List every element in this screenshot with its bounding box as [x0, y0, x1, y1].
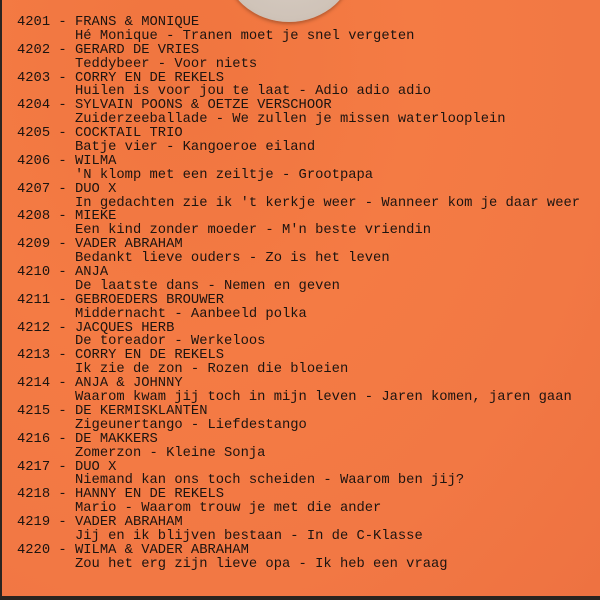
catalog-entry-titles-row [17, 474, 580, 488]
catalog-entry-artist-row [17, 433, 580, 447]
catalog-entry-titles-row [17, 419, 580, 433]
catalog-entry-titles-row [17, 141, 580, 155]
catalog-number-text: 4201 [17, 15, 51, 30]
catalog-entry-titles-row [17, 252, 580, 266]
separator: - [58, 348, 75, 364]
catalog-entry-artist-row [17, 183, 580, 197]
artist-name: JACQUES HERB [75, 320, 175, 336]
song-titles: De toreador - Werkeloos [75, 334, 266, 350]
song-titles: Batje vier - Kangoeroe eiland [75, 140, 316, 156]
separator: - [58, 153, 75, 169]
separator: - [58, 98, 75, 114]
catalog-number [17, 461, 75, 475]
catalog-number-text: 4205 [17, 126, 51, 142]
catalog-entry-artist-row [17, 294, 580, 308]
catalog-number [17, 488, 75, 502]
catalog-entry-artist-row [17, 266, 580, 280]
catalog-entry-titles-row [17, 30, 580, 44]
separator: - [58, 209, 75, 225]
artist-name: DE KERMISKLANTEN [75, 403, 208, 419]
separator: - [58, 403, 75, 419]
catalog-entry-titles-row [17, 85, 580, 99]
catalog-number [17, 377, 75, 391]
catalog-number [17, 516, 75, 530]
song-titles: Mario - Waarom trouw je met die ander [75, 501, 382, 517]
catalog-number-text: 4218 [17, 487, 51, 503]
catalog-entry-artist-row [17, 405, 580, 419]
artist-name: CORRY EN DE REKELS [75, 348, 225, 364]
catalog-list [17, 16, 580, 572]
catalog-number [17, 183, 75, 197]
catalog-number-text: 4204 [17, 98, 51, 114]
separator: - [58, 542, 75, 558]
song-titles: In gedachten zie ik 't kerkje weer - Wanneer kom je daar weer [75, 195, 581, 211]
catalog-number [17, 99, 75, 113]
catalog-number [17, 238, 75, 252]
catalog-entry-titles-row [17, 558, 580, 572]
catalog-number [17, 294, 75, 308]
catalog-number [17, 155, 75, 169]
artist-name: DE MAKKERS [75, 431, 158, 447]
separator: - [58, 376, 75, 392]
catalog-entry-titles-row [17, 280, 580, 294]
song-titles: Zomerzon - Kleine Sonja [75, 445, 266, 461]
catalog-entry-titles-row [17, 58, 580, 72]
song-titles: Middernacht - Aanbeeld polka [75, 306, 307, 322]
catalog-number-text: 4214 [17, 376, 51, 392]
catalog-number-text: 4210 [17, 265, 51, 281]
catalog-entry-titles-row [17, 363, 580, 377]
catalog-entry-titles-row [17, 224, 580, 238]
catalog-number-text: 4211 [17, 292, 51, 308]
catalog-entry-titles-row [17, 530, 580, 544]
artist-name: SYLVAIN POONS & OETZE VERSCHOOR [75, 98, 332, 114]
song-titles: Teddybeer - Voor niets [75, 56, 258, 72]
artist-name: HANNY EN DE REKELS [75, 487, 225, 503]
catalog-number [17, 433, 75, 447]
separator: - [58, 487, 75, 503]
catalog-entry-titles-row [17, 391, 580, 405]
artist-name: GEBROEDERS BROUWER [75, 292, 225, 308]
catalog-number [17, 44, 75, 58]
separator: - [58, 15, 75, 30]
song-titles: De laatste dans - Nemen en geven [75, 278, 340, 294]
catalog-entry-artist-row [17, 44, 580, 58]
song-titles: Zuiderzeeballade - We zullen je missen waterlooplein [75, 112, 506, 128]
separator: - [58, 70, 75, 86]
artist-name: ANJA [75, 265, 109, 281]
artist-name: MIEKE [75, 209, 117, 225]
song-titles: Waarom kwam jij toch in mijn leven - Jaren komen, jaren gaan [75, 390, 572, 406]
song-titles: Een kind zonder moeder - M'n beste vriendin [75, 223, 432, 239]
catalog-number-text: 4219 [17, 515, 51, 531]
catalog-number-text: 4207 [17, 181, 51, 197]
artist-name: VADER ABRAHAM [75, 237, 183, 253]
song-titles: Zigeunertango - Liefdestango [75, 417, 307, 433]
catalog-number-text: 4203 [17, 70, 51, 86]
separator: - [58, 431, 75, 447]
separator: - [58, 181, 75, 197]
catalog-number [17, 127, 75, 141]
catalog-number [17, 544, 75, 558]
catalog-number [17, 266, 75, 280]
catalog-number [17, 210, 75, 224]
catalog-entry-titles-row [17, 197, 580, 211]
catalog-entry-titles-row [17, 447, 580, 461]
separator: - [58, 320, 75, 336]
catalog-entry-artist-row [17, 127, 580, 141]
catalog-number-text: 4217 [17, 459, 51, 475]
catalog-entry-titles-row [17, 169, 580, 183]
separator: - [58, 292, 75, 308]
artist-name: ANJA & JOHNNY [75, 376, 183, 392]
artist-name: FRANS & MONIQUE [75, 15, 200, 30]
separator: - [58, 126, 75, 142]
artist-name: VADER ABRAHAM [75, 515, 183, 531]
record-sleeve [2, 0, 600, 596]
artist-name: COCKTAIL TRIO [75, 126, 183, 142]
catalog-entry-titles-row [17, 308, 580, 322]
catalog-number-text: 4216 [17, 431, 51, 447]
catalog-entry-artist-row [17, 16, 580, 30]
catalog-number-text: 4202 [17, 42, 51, 58]
song-titles: Zou het erg zijn lieve opa - Ik heb een vraag [75, 556, 448, 572]
catalog-number [17, 72, 75, 86]
separator: - [58, 459, 75, 475]
artist-name: WILMA & VADER ABRAHAM [75, 542, 249, 558]
song-titles: Hé Monique - Tranen moet je snel vergeten [75, 28, 415, 44]
catalog-entry-artist-row [17, 377, 580, 391]
catalog-entry-artist-row [17, 544, 580, 558]
separator: - [58, 515, 75, 531]
catalog-number-text: 4212 [17, 320, 51, 336]
catalog-entry-artist-row [17, 516, 580, 530]
catalog-number [17, 16, 75, 30]
separator: - [58, 265, 75, 281]
separator: - [58, 237, 75, 253]
catalog-entry-titles-row [17, 335, 580, 349]
catalog-number-text: 4220 [17, 542, 51, 558]
song-titles: Niemand kan ons toch scheiden - Waarom ben jij? [75, 473, 465, 489]
artist-name: CORRY EN DE REKELS [75, 70, 225, 86]
catalog-number-text: 4213 [17, 348, 51, 364]
artist-name: DUO X [75, 459, 117, 475]
artist-name: GERARD DE VRIES [75, 42, 200, 58]
artist-name: DUO X [75, 181, 117, 197]
song-titles: Huilen is voor jou te laat - Adio adio adio [75, 84, 432, 100]
catalog-entry-titles-row [17, 502, 580, 516]
song-titles: 'N klomp met een zeiltje - Grootpapa [75, 167, 374, 183]
catalog-number [17, 405, 75, 419]
catalog-number [17, 349, 75, 363]
song-titles: Jij en ik blijven bestaan - In de C-Klasse [75, 528, 423, 544]
artist-name: WILMA [75, 153, 117, 169]
catalog-number-text: 4209 [17, 237, 51, 253]
song-titles: Bedankt lieve ouders - Zo is het leven [75, 251, 390, 267]
catalog-number-text: 4215 [17, 403, 51, 419]
catalog-number-text: 4206 [17, 153, 51, 169]
catalog-number-text: 4208 [17, 209, 51, 225]
catalog-entry-titles-row [17, 113, 580, 127]
catalog-number [17, 322, 75, 336]
catalog-entry-artist-row [17, 155, 580, 169]
separator: - [58, 42, 75, 58]
song-titles: Ik zie de zon - Rozen die bloeien [75, 362, 349, 378]
